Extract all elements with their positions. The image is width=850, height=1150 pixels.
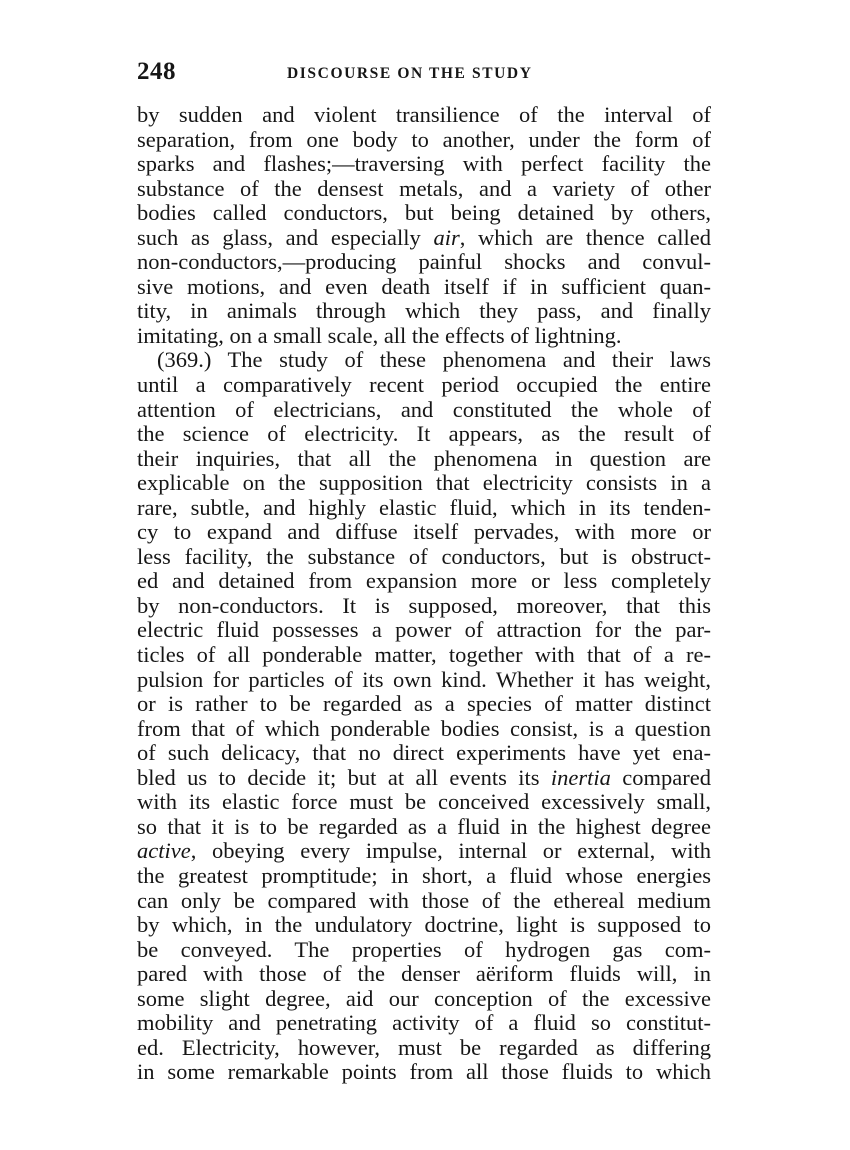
text-line <box>137 250 711 275</box>
text-segment: separation, from one body to another, under the form of <box>137 126 711 152</box>
italic-segment: air <box>433 224 460 250</box>
text-line <box>137 741 711 766</box>
text-line <box>137 938 711 963</box>
text-segment: bodies called conductors, but being detained by others, <box>137 200 711 226</box>
text-segment: until a comparatively recent period occupied the entire <box>137 372 711 398</box>
text-segment: compared <box>610 764 711 790</box>
text-segment: substance of the densest metals, and a variety of other <box>137 175 711 201</box>
text-segment: explicable on the supposition that electricity consists in a <box>137 470 711 496</box>
text-line <box>137 471 711 496</box>
text-segment: bled us to decide it; but at all events its <box>137 764 551 790</box>
text-segment: by non-conductors. It is supposed, moreover, that this <box>137 592 711 618</box>
text-segment: cy to expand and diffuse itself pervades, with more or <box>137 519 711 545</box>
text-segment: pared with those of the denser aëriform fluids will, in <box>137 961 711 987</box>
text-segment: be conveyed. The properties of hydrogen gas com- <box>137 936 711 962</box>
text-line <box>137 1011 711 1036</box>
text-line <box>137 790 711 815</box>
text-line <box>137 348 711 373</box>
text-segment: less facility, the substance of conductors, but is obstruct- <box>137 543 711 569</box>
text-segment: can only be compared with those of the ethereal medium <box>137 887 711 913</box>
text-line <box>137 422 711 447</box>
text-line <box>137 766 711 791</box>
text-line <box>137 520 711 545</box>
italic-segment: active <box>137 838 191 864</box>
text-line <box>137 226 711 251</box>
text-segment: the science of electricity. It appears, as the result of <box>137 421 711 447</box>
text-line <box>137 373 711 398</box>
text-line <box>137 152 711 177</box>
text-line <box>137 668 711 693</box>
text-segment: ticles of all ponderable matter, together with that of a re- <box>137 642 711 668</box>
text-line <box>137 103 711 128</box>
text-segment: ed. Electricity, however, must be regarded as differing <box>137 1034 711 1060</box>
text-segment: so that it is to be regarded as a fluid in the highest degree <box>137 813 711 839</box>
text-line <box>137 1060 711 1085</box>
page-number: 248 <box>137 58 176 85</box>
text-line <box>137 643 711 668</box>
text-line <box>137 496 711 521</box>
text-segment: ed and detained from expansion more or less completely <box>137 568 711 594</box>
text-segment: tity, in animals through which they pass, and finally <box>137 298 711 324</box>
text-segment: , which are thence called <box>459 224 711 250</box>
text-segment: from that of which ponderable bodies consist, is a question <box>137 715 711 741</box>
text-line <box>137 618 711 643</box>
text-line <box>137 299 711 324</box>
text-segment: sparks and flashes;—traversing with perfect facility the <box>137 151 711 177</box>
text-line <box>137 447 711 472</box>
text-segment: imitating, on a small scale, all the effects of lightning. <box>137 322 622 348</box>
text-segment: by which, in the undulatory doctrine, light is supposed to <box>137 912 711 938</box>
text-segment: in some remarkable points from all those fluids to which <box>137 1059 711 1085</box>
text-line <box>137 889 711 914</box>
text-line <box>137 177 711 202</box>
text-segment: some slight degree, aid our conception of the excessive <box>137 985 711 1011</box>
text-segment: such as glass, and especially <box>137 224 434 250</box>
text-line <box>137 815 711 840</box>
text-segment: mobility and penetrating activity of a fluid so constitut- <box>137 1010 711 1036</box>
text-segment: of such delicacy, that no direct experiments have yet ena- <box>137 740 711 766</box>
text-segment: their inquiries, that all the phenomena in question are <box>137 445 711 471</box>
text-segment: or is rather to be regarded as a species of matter distinct <box>137 691 711 717</box>
text-line <box>137 717 711 742</box>
text-line <box>137 864 711 889</box>
text-segment: by sudden and violent transilience of the interval of <box>137 102 711 127</box>
text-line <box>137 594 711 619</box>
text-segment: pulsion for particles of its own kind. Whether it has weight, <box>137 666 711 692</box>
text-segment: sive motions, and even death itself if in sufficient quan- <box>137 273 711 299</box>
text-line <box>137 1036 711 1061</box>
page-header <box>137 58 711 92</box>
text-line <box>137 275 711 300</box>
text-line <box>137 692 711 717</box>
text-segment: electric fluid possesses a power of attraction for the par- <box>137 617 711 643</box>
text-segment: attention of electricians, and constituted the whole of <box>137 396 711 422</box>
text-line <box>137 913 711 938</box>
text-segment: the greatest promptitude; in short, a fluid whose energies <box>137 862 711 888</box>
text-line <box>137 545 711 570</box>
text-segment: , obeying every impulse, internal or external, with <box>190 838 711 864</box>
text-segment: (369.) The study of these phenomena and their laws <box>157 347 711 373</box>
text-segment: rare, subtle, and highly elastic fluid, which in its tenden- <box>137 494 711 520</box>
text-line <box>137 324 711 349</box>
text-segment: non-conductors,—producing painful shocks and convul- <box>137 249 711 275</box>
body-text <box>137 103 711 1085</box>
text-line <box>137 569 711 594</box>
italic-segment: inertia <box>550 764 611 790</box>
text-line <box>137 839 711 864</box>
text-segment: with its elastic force must be conceived excessively small, <box>137 789 711 815</box>
text-line <box>137 987 711 1012</box>
text-line <box>137 398 711 423</box>
text-line <box>137 128 711 153</box>
running-head: DISCOURSE ON THE STUDY <box>287 65 533 82</box>
text-line <box>137 962 711 987</box>
text-line <box>137 201 711 226</box>
